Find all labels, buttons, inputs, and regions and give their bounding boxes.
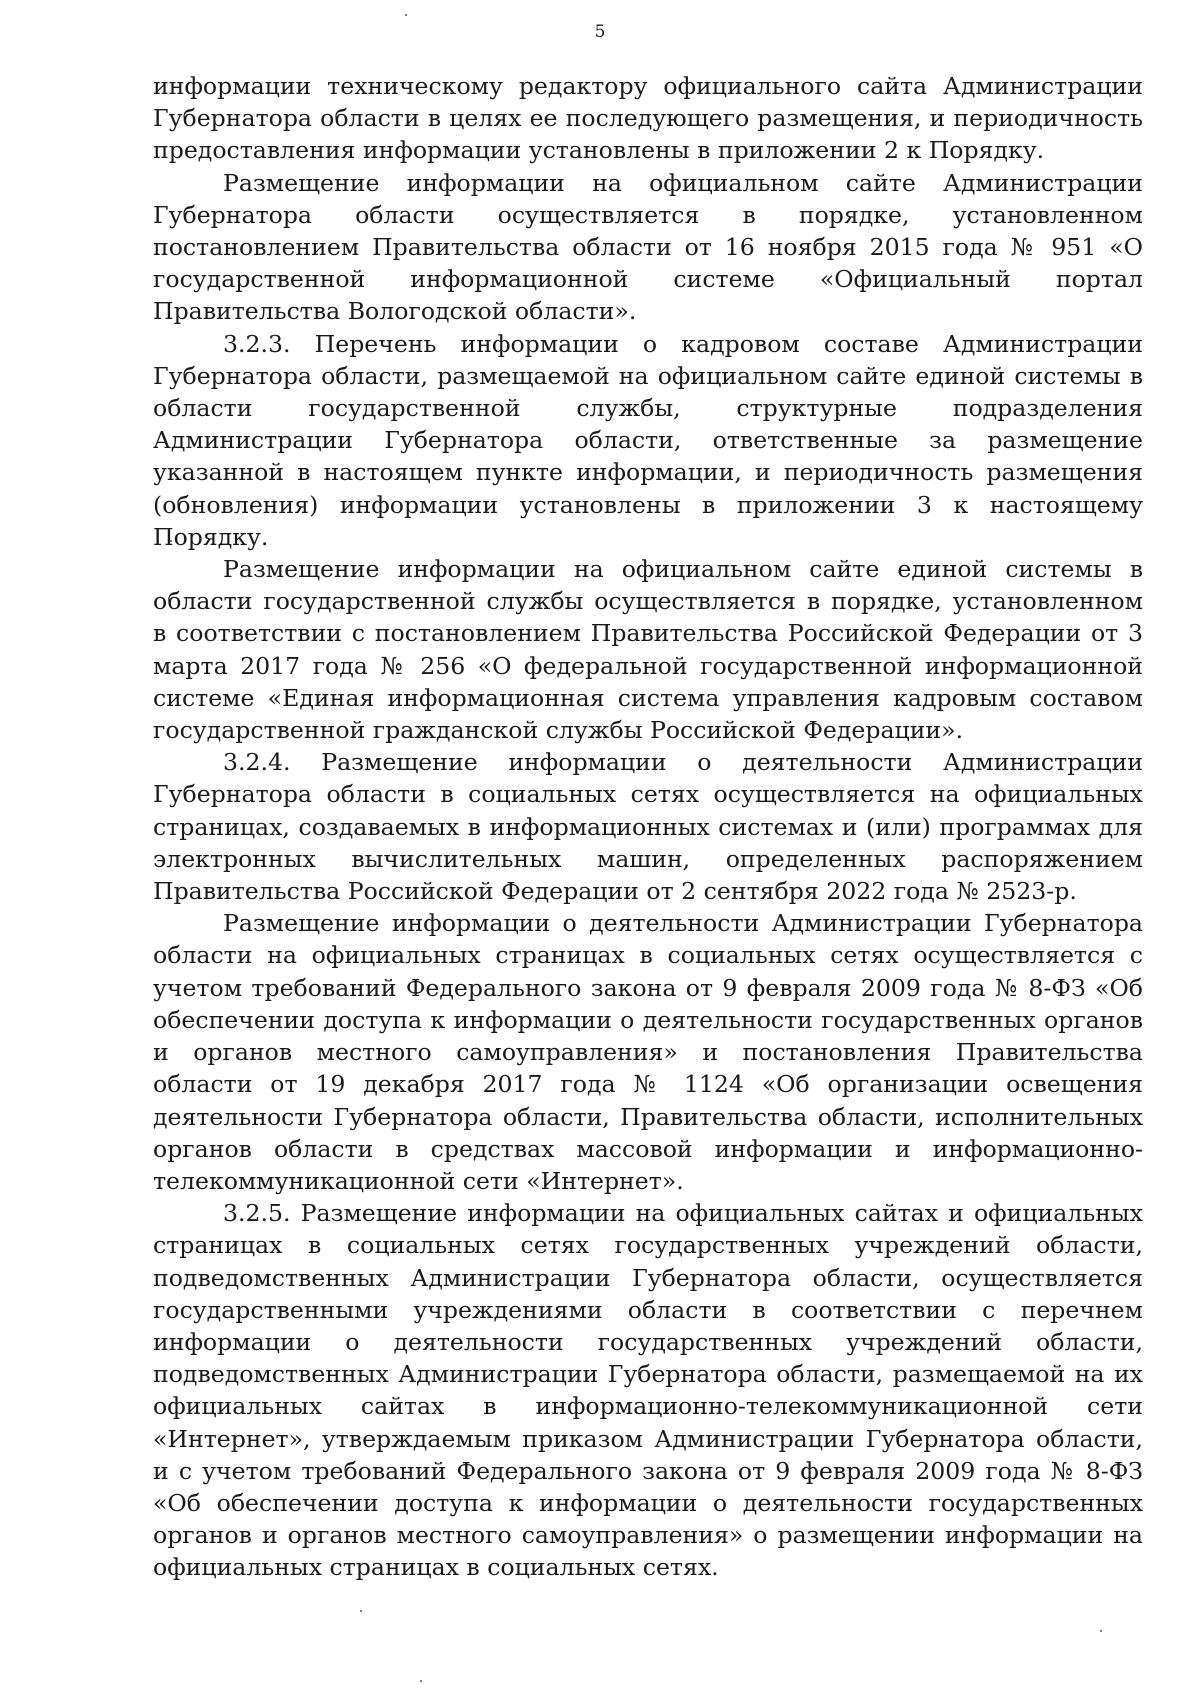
paragraph-3-2-3: 3.2.3. Перечень информации о кадровом составе Администрации Губернатора области, размещаемой на официальном сайте единой системы в области государственной службы, структурные подразделения Администрации Губернатора области, ответственные за размещение указанной в настоящем пункте информации, и периодичность размещения (обновления) информации установлены в приложении 3 к настоящему Порядку. xyxy=(153,329,1143,551)
scan-speck xyxy=(360,1610,362,1612)
paragraph-continuation: информации техническому редактору официального сайта Администрации Губернатора области в целях ее последующего размещения, и периодичность предоставления информации установлены в приложении 2 к Порядку. xyxy=(153,72,1143,165)
paragraph: Размещение информации на официальном сайте Администрации Губернатора области осуществляется в порядке, установленном постановлением Правительства области от 16 ноября 2015 года № 951 «О государственной информационной системе «Официальный портал Правительства Вологодской области». xyxy=(153,168,1143,326)
paragraph: Размещение информации о деятельности Администрации Губернатора области на официальных страницах в социальных сетях осуществляется с учетом требований Федерального закона от 9 февраля 2009 года № 8-ФЗ «Об обеспечении доступа к информации о деятельности государственных органов и органов местного самоуправления» и постановления Правительства области от 19 декабря 2017 года № 1124 «Об организации освещения деятельности Губернатора области, Правительства области, исполнительных органов области в средствах массовой информации и информационно-телекоммуникационной сети «Интернет». xyxy=(153,909,1143,1195)
document-body xyxy=(153,70,1143,1584)
scan-speck xyxy=(420,1680,422,1682)
paragraph: Размещение информации на официальном сайте единой системы в области государственной службы осуществляется в порядке, установленном в соответствии с постановлением Правительства Российской Федерации от 3 марта 2017 года № 256 «О федеральной государственной информационной системе «Единая информационная система управления кадровым составом государственной гражданской службы Российской Федерации». xyxy=(153,555,1143,745)
page-number: 5 xyxy=(594,22,606,42)
scan-speck xyxy=(405,14,407,16)
scan-speck xyxy=(1100,1630,1102,1632)
paragraph-3-2-5: 3.2.5. Размещение информации на официальных сайтах и официальных страницах в социальных сетях государственных учреждений области, подведомственных Администрации Губернатора области, осуществляется государственными учреждениями области в соответствии с перечнем информации о деятельности государственных учреждений области, подведомственных Администрации Губернатора области, размещаемой на их официальных сайтах в информационно-телекоммуникационной сети «Интернет», утверждаемым приказом Администрации Губернатора области, и с учетом требований Федерального закона от 9 февраля 2009 года № 8-ФЗ «Об обеспечении доступа к информации о деятельности государственных органов и органов местного самоуправления» о размещении информации на официальных страницах в социальных сетях. xyxy=(153,1199,1143,1582)
paragraph-3-2-4: 3.2.4. Размещение информации о деятельности Администрации Губернатора области в социальных сетях осуществляется на официальных страницах, создаваемых в информационных системах и (или) программах для электронных вычислительных машин, определенных распоряжением Правительства Российской Федерации от 2 сентября 2022 года № 2523-р. xyxy=(153,748,1143,906)
